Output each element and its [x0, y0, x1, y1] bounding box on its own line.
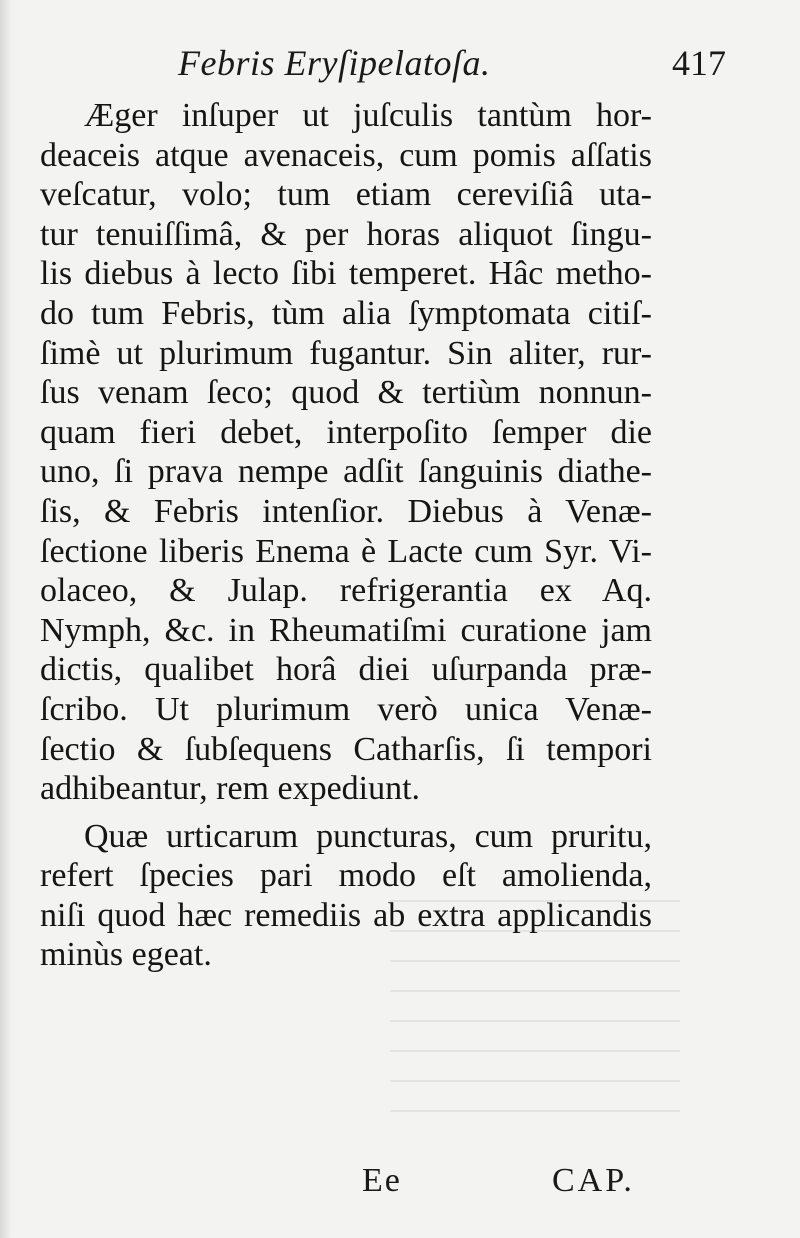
- text-line: veſcatur, volo; tum etiam cereviſiâ uta-: [40, 176, 652, 214]
- page-number: 417: [672, 43, 726, 83]
- text-line: uno, ſi prava nempe adſit ſanguinis diathe-: [40, 453, 652, 491]
- text-line: ſis, & Febris intenſior. Diebus à Venæ-: [40, 492, 652, 530]
- text-line: Quæ urticarum puncturas, cum pruritu,: [84, 817, 652, 855]
- text-line: refert ſpecies pari modo eſt amolienda,: [40, 857, 652, 895]
- text-line: ſcribo. Ut plurimum verò unica Venæ-: [40, 690, 652, 728]
- text-line: lis diebus à lecto ſibi temperet. Hâc metho-: [40, 255, 652, 293]
- text-line: Æger inſuper ut juſculis tantùm hor-: [84, 97, 652, 134]
- running-head: Febris Eryſipelatoſa.: [178, 43, 491, 83]
- paragraph-2: [40, 817, 652, 975]
- signature-mark: Ee: [362, 1162, 402, 1199]
- text-line: deaceis atque avenaceis, cum pomis aſſatis: [40, 136, 652, 174]
- text-line: ſectio & ſubſequens Catharſis, ſi tempori: [40, 730, 652, 768]
- text-line: do tum Febris, tùm alia ſymptomata citiſ-: [40, 294, 652, 332]
- text-line: ſectione liberis Enema è Lacte cum Syr. Vi-: [40, 532, 652, 570]
- text-line: olaceo, & Julap. refrigerantia ex Aq.: [40, 572, 652, 610]
- text-line: ſimè ut plurimum fugantur. Sin aliter, rur-: [40, 334, 652, 372]
- paragraph-1: [40, 96, 652, 809]
- text-line: niſi quod hæc remediis ab extra applicandis: [40, 896, 652, 934]
- paragraph-gap: [40, 809, 652, 817]
- catchword: CAP.: [552, 1162, 635, 1199]
- text-line: quam fieri debet, interpoſito ſemper die: [40, 413, 652, 451]
- text-line: adhibeantur, rem expediunt.: [40, 770, 421, 808]
- page-header: [0, 38, 800, 88]
- body-text: [40, 96, 652, 975]
- text-line: minùs egeat.: [40, 936, 212, 974]
- text-line: tur tenuiſſimâ, & per horas aliquot ſingu-: [40, 215, 652, 253]
- text-line: ſus venam ſeco; quod & tertiùm nonnun-: [40, 374, 652, 412]
- text-line: Nymph, &c. in Rheumatiſmi curatione jam: [40, 611, 652, 649]
- page-footer: [0, 1160, 800, 1210]
- text-line: dictis, qualibet horâ diei uſurpanda præ-: [40, 651, 652, 689]
